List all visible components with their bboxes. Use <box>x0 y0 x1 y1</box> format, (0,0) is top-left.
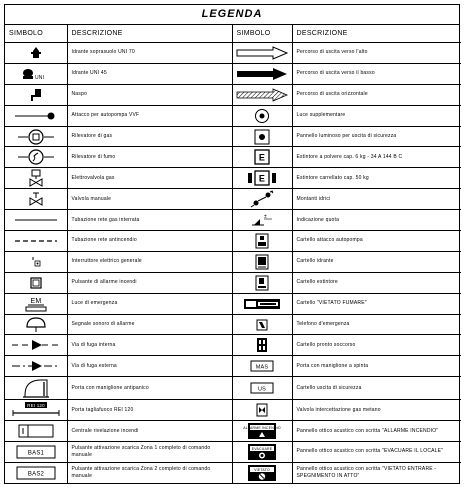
exit-sign-icon <box>232 377 292 400</box>
legend-desc: Luce supplementare <box>296 112 346 119</box>
legend-desc: Cartello estintore <box>296 279 338 286</box>
uni-label: UNI <box>34 74 44 81</box>
legend-title: LEGENDA <box>5 5 459 25</box>
legend-desc: Pulsante di allarme incendi <box>71 279 137 286</box>
acoustic-panel-no-entry-icon <box>232 462 292 482</box>
legend-desc: Percorso di uscita orizzontale <box>296 91 368 98</box>
solid-arrow-icon <box>232 63 292 84</box>
outline-arrow-icon <box>232 43 292 64</box>
main-switch-icon <box>5 251 67 272</box>
legend-row <box>5 314 461 335</box>
gas-solenoid-valve-icon <box>5 168 67 189</box>
release-button-1-icon <box>5 442 67 463</box>
luminous-panel-icon <box>232 126 292 147</box>
legend-desc: Pulsante attivazione scarica Zona 1 completo di comando manuale <box>71 444 211 458</box>
legend-row <box>5 421 461 442</box>
legend-row <box>5 462 461 482</box>
legend-desc: Centrale rivelazione incendi <box>71 427 139 434</box>
emergency-light-icon <box>232 105 292 126</box>
us-label: US <box>257 386 267 393</box>
legend-desc: Cartello pronto soccorso <box>296 341 356 348</box>
legend-desc: Porta tagliafuoco REI 120 <box>71 406 134 413</box>
legend-desc: Via di fuga interna <box>71 341 116 348</box>
wheeled-extinguisher-icon <box>232 168 292 189</box>
legend-desc: Indicazione quota <box>296 216 340 223</box>
legend-row <box>5 168 461 189</box>
legend-desc: Pulsante attivazione scarica Zona 2 completo di comando manuale <box>71 465 211 479</box>
legend-desc: Interruttore elettrico generale <box>71 258 142 265</box>
fire-network-pipe-icon <box>5 231 67 252</box>
legend-row <box>5 356 461 377</box>
water-outlets-icon <box>232 189 292 210</box>
legend-row <box>5 231 461 252</box>
symbol-header-right: SIMBOLO <box>232 25 292 43</box>
header-row <box>5 25 461 43</box>
extinguisher-sign-icon <box>232 272 292 293</box>
legend-row <box>5 400 461 421</box>
acoustic-panel-fire-icon <box>232 421 292 442</box>
legend-row <box>5 84 461 105</box>
legend-desc: Via di fuga esterna <box>71 362 117 369</box>
bas2-label: BAS2 <box>27 471 44 478</box>
legend-desc: Porta con maniglione a spinta <box>296 362 369 369</box>
legend-desc: Cartello attacco autopompa <box>296 237 363 244</box>
legend-desc: Naspo <box>71 91 87 98</box>
legend-desc: Porta con maniglione antipanico <box>71 384 149 391</box>
no-smoking-sign-icon <box>232 293 292 314</box>
legend-desc: Valvola intercettazione gas metano <box>296 406 381 413</box>
panic-bar-door-icon <box>5 377 67 400</box>
legend-row <box>5 293 461 314</box>
legend-row <box>5 442 461 463</box>
legend-row <box>5 105 461 126</box>
legend-desc: Attacco per autopompa VVF <box>71 112 140 119</box>
external-escape-icon <box>5 356 67 377</box>
vietato-label: VIETATO <box>254 467 270 472</box>
legend-row <box>5 251 461 272</box>
em-label: EM <box>30 297 42 305</box>
description-header-right: DESCRIZIONE <box>292 25 461 43</box>
legend-desc: Tubazione rete antincendio <box>71 237 137 244</box>
legend-row <box>5 147 461 168</box>
legend-desc: Estintore carrellato cap. 50 kg <box>296 174 369 181</box>
powder-extinguisher-icon <box>232 147 292 168</box>
legend-desc: Percorso di uscita verso l'alto <box>296 49 368 56</box>
legend-desc: Idrante soprasuolo UNI 70 <box>71 49 135 56</box>
legend-desc: Tubazione rete gas interrata <box>71 216 140 223</box>
legend-desc: Valvola manuale <box>71 195 112 202</box>
legend-row <box>5 126 461 147</box>
legend-desc: Cartello "VIETATO FUMARE" <box>296 300 367 307</box>
buried-gas-pipe-icon <box>5 210 67 231</box>
hatched-arrow-icon <box>232 84 292 105</box>
legend-row <box>5 272 461 293</box>
rei-label: REI 120 <box>26 403 45 409</box>
bas1-label: BAS1 <box>27 450 44 457</box>
legend-desc: Segnale sonoro di allarme <box>71 321 135 328</box>
emergency-phone-icon <box>232 314 292 335</box>
legend-desc: Percorso di uscita verso il basso <box>296 70 375 77</box>
pump-sign-icon <box>232 231 292 252</box>
allarme-label: ALLARME INCENDIO <box>243 426 281 431</box>
mas-label: MAS <box>255 364 269 371</box>
svg-text:±: ± <box>264 214 267 221</box>
hydrant-sign-icon <box>232 251 292 272</box>
legend-desc: Pannello ottico acustico con scritta "VIETATO ENTRARE - SPEGNIMENTO IN ATTO" <box>296 465 437 479</box>
legend-desc: Cartello uscita di sicurezza <box>296 384 362 391</box>
legend-desc: Pannello ottico acustico con scritta "ALLARME INCENDIO" <box>296 427 439 434</box>
fire-control-panel-icon <box>5 421 67 442</box>
legend-desc: Pannello ottico acustico con scritta "EVACUARE IL LOCALE" <box>296 448 444 455</box>
fire-door-icon <box>5 400 67 421</box>
legend-desc: Estintore a polvere cap. 6 kg - 34 A 144 B C <box>296 153 403 160</box>
acoustic-panel-evacuate-icon <box>232 442 292 463</box>
emergency-lamp-icon <box>5 293 67 314</box>
hydrant-uni70-icon <box>5 43 67 64</box>
legend-desc: Rilevatore di gas <box>71 133 113 139</box>
release-button-2-icon <box>5 462 67 482</box>
symbol-header-left: SIMBOLO <box>5 25 67 43</box>
legend-row <box>5 335 461 356</box>
internal-escape-icon <box>5 335 67 356</box>
legend-desc: Telefono d'emergenza <box>296 321 350 328</box>
naspo-icon <box>5 84 67 105</box>
legend-desc: Pannello luminoso per uscita di sicurezza <box>296 133 397 139</box>
vvf-connection-icon <box>5 105 67 126</box>
alarm-button-icon <box>5 272 67 293</box>
legend-desc: Montanti idrici <box>296 195 331 202</box>
legend-grid <box>5 25 461 483</box>
gas-detector-icon <box>5 126 67 147</box>
legend-row <box>5 210 461 231</box>
legend-row <box>5 63 461 84</box>
legend-table <box>4 4 460 484</box>
evacuare-label: EVACUARE <box>251 446 273 451</box>
manual-valve-icon <box>5 189 67 210</box>
first-aid-sign-icon <box>232 335 292 356</box>
smoke-detector-icon <box>5 147 67 168</box>
legend-desc: Rilevatore di fumo <box>71 153 116 160</box>
legend-row <box>5 377 461 400</box>
description-header-left: DESCRIZIONE <box>67 25 232 43</box>
legend-row <box>5 43 461 64</box>
svg-text:E: E <box>258 173 266 184</box>
hydrant-uni45-icon <box>5 63 67 84</box>
elevation-mark-icon <box>232 210 292 231</box>
legend-desc: Elettrovalvola gas <box>71 174 115 181</box>
siren-icon <box>5 314 67 335</box>
legend-desc: Cartello idrante <box>296 258 334 265</box>
legend-desc: Luce di emergenza <box>71 300 118 307</box>
legend-desc: Idrante UNI 45 <box>71 70 107 77</box>
gas-shutoff-icon <box>232 400 292 421</box>
panic-door-icon <box>232 356 292 377</box>
legend-row <box>5 189 461 210</box>
svg-text:E: E <box>258 152 266 163</box>
